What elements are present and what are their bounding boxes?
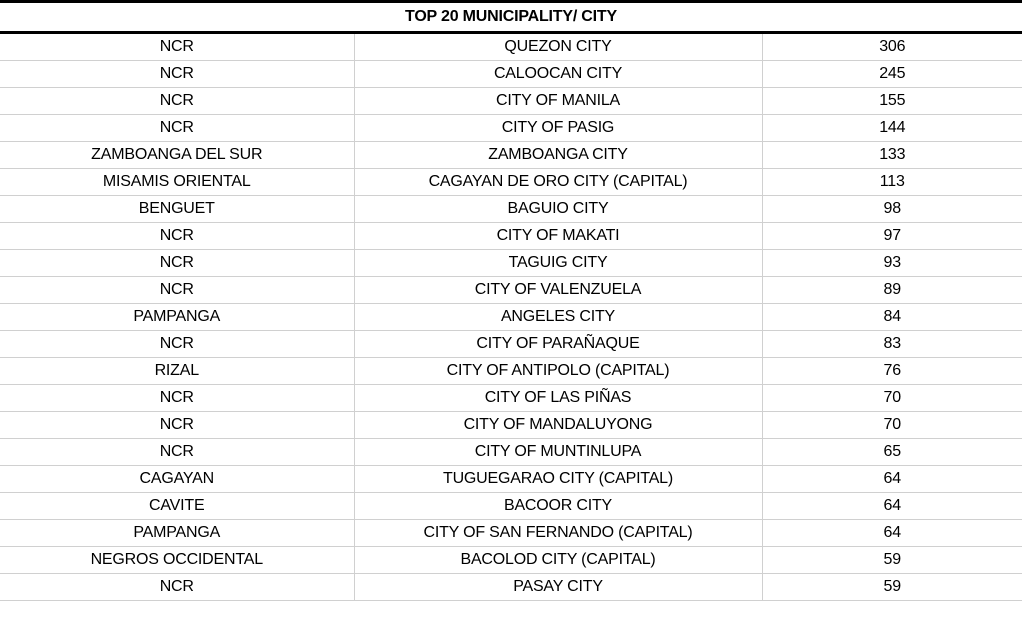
city-cell[interactable]: CITY OF ANTIPOLO (CAPITAL)	[354, 358, 762, 385]
table-row	[0, 466, 1022, 493]
table-row	[0, 304, 1022, 331]
count-cell[interactable]: 64	[762, 466, 1022, 493]
province-cell[interactable]: NEGROS OCCIDENTAL	[0, 547, 354, 574]
top-cities-table	[0, 3, 1022, 601]
city-cell[interactable]: ANGELES CITY	[354, 304, 762, 331]
table-row	[0, 169, 1022, 196]
table-row	[0, 493, 1022, 520]
table-row	[0, 358, 1022, 385]
province-cell[interactable]: MISAMIS ORIENTAL	[0, 169, 354, 196]
city-cell[interactable]: CITY OF MUNTINLUPA	[354, 439, 762, 466]
count-cell[interactable]: 70	[762, 385, 1022, 412]
province-cell[interactable]: NCR	[0, 439, 354, 466]
province-cell[interactable]: NCR	[0, 385, 354, 412]
city-cell[interactable]: BAGUIO CITY	[354, 196, 762, 223]
city-cell[interactable]: QUEZON CITY	[354, 33, 762, 61]
count-cell[interactable]: 64	[762, 493, 1022, 520]
table-row	[0, 88, 1022, 115]
city-cell[interactable]: CAGAYAN DE ORO CITY (CAPITAL)	[354, 169, 762, 196]
table-row	[0, 142, 1022, 169]
count-cell[interactable]: 97	[762, 223, 1022, 250]
count-cell[interactable]: 113	[762, 169, 1022, 196]
province-cell[interactable]: PAMPANGA	[0, 304, 354, 331]
province-cell[interactable]: BENGUET	[0, 196, 354, 223]
table-row	[0, 223, 1022, 250]
province-cell[interactable]: RIZAL	[0, 358, 354, 385]
province-cell[interactable]: ZAMBOANGA DEL SUR	[0, 142, 354, 169]
count-cell[interactable]: 84	[762, 304, 1022, 331]
count-cell[interactable]: 155	[762, 88, 1022, 115]
count-cell[interactable]: 59	[762, 574, 1022, 601]
province-cell[interactable]: NCR	[0, 574, 354, 601]
city-cell[interactable]: ZAMBOANGA CITY	[354, 142, 762, 169]
province-cell[interactable]: NCR	[0, 331, 354, 358]
count-cell[interactable]: 70	[762, 412, 1022, 439]
city-cell[interactable]: CITY OF MAKATI	[354, 223, 762, 250]
count-cell[interactable]: 98	[762, 196, 1022, 223]
city-cell[interactable]: BACOOR CITY	[354, 493, 762, 520]
city-cell[interactable]: TAGUIG CITY	[354, 250, 762, 277]
count-cell[interactable]: 76	[762, 358, 1022, 385]
province-cell[interactable]: NCR	[0, 250, 354, 277]
city-cell[interactable]: CITY OF LAS PIÑAS	[354, 385, 762, 412]
province-cell[interactable]: CAVITE	[0, 493, 354, 520]
table-row	[0, 574, 1022, 601]
count-cell[interactable]: 59	[762, 547, 1022, 574]
city-cell[interactable]: CITY OF SAN FERNANDO (CAPITAL)	[354, 520, 762, 547]
province-cell[interactable]: NCR	[0, 61, 354, 88]
table-row	[0, 439, 1022, 466]
province-cell[interactable]: NCR	[0, 223, 354, 250]
table-row	[0, 33, 1022, 61]
province-cell[interactable]: PAMPANGA	[0, 520, 354, 547]
table-row	[0, 547, 1022, 574]
city-cell[interactable]: CITY OF PASIG	[354, 115, 762, 142]
count-cell[interactable]: 306	[762, 33, 1022, 61]
table-title[interactable]: TOP 20 MUNICIPALITY/ CITY	[0, 3, 1022, 33]
table-row	[0, 250, 1022, 277]
table-row	[0, 331, 1022, 358]
table-row	[0, 412, 1022, 439]
city-cell[interactable]: BACOLOD CITY (CAPITAL)	[354, 547, 762, 574]
province-cell[interactable]: NCR	[0, 115, 354, 142]
province-cell[interactable]: NCR	[0, 33, 354, 61]
city-cell[interactable]: CITY OF MANDALUYONG	[354, 412, 762, 439]
city-cell[interactable]: CITY OF MANILA	[354, 88, 762, 115]
count-cell[interactable]: 65	[762, 439, 1022, 466]
city-cell[interactable]: CITY OF PARAÑAQUE	[354, 331, 762, 358]
count-cell[interactable]: 89	[762, 277, 1022, 304]
province-cell[interactable]: NCR	[0, 412, 354, 439]
city-cell[interactable]: CITY OF VALENZUELA	[354, 277, 762, 304]
table-row	[0, 196, 1022, 223]
city-cell[interactable]: CALOOCAN CITY	[354, 61, 762, 88]
count-cell[interactable]: 64	[762, 520, 1022, 547]
city-cell[interactable]: TUGUEGARAO CITY (CAPITAL)	[354, 466, 762, 493]
count-cell[interactable]: 93	[762, 250, 1022, 277]
province-cell[interactable]: NCR	[0, 277, 354, 304]
province-cell[interactable]: NCR	[0, 88, 354, 115]
table-row	[0, 277, 1022, 304]
count-cell[interactable]: 133	[762, 142, 1022, 169]
table-row	[0, 385, 1022, 412]
table-body	[0, 33, 1022, 601]
table-row	[0, 115, 1022, 142]
title-row	[0, 3, 1022, 33]
count-cell[interactable]: 144	[762, 115, 1022, 142]
city-cell[interactable]: PASAY CITY	[354, 574, 762, 601]
table-row	[0, 61, 1022, 88]
table-row	[0, 520, 1022, 547]
province-cell[interactable]: CAGAYAN	[0, 466, 354, 493]
count-cell[interactable]: 83	[762, 331, 1022, 358]
count-cell[interactable]: 245	[762, 61, 1022, 88]
